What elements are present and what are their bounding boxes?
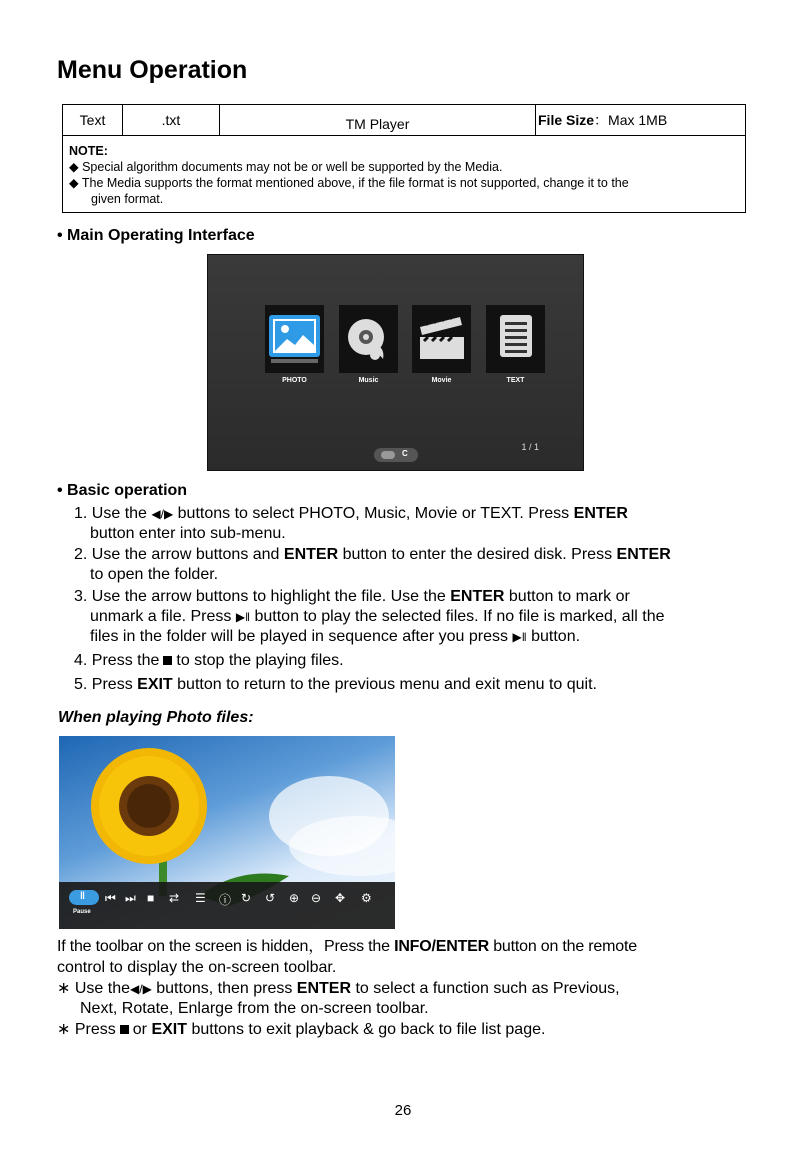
tile-label-photo: PHOTO — [282, 377, 307, 384]
repeat-icon[interactable]: ⇄ — [169, 891, 180, 905]
info-line-5: ∗ Press or EXIT buttons to exit playback & go back to file list page. — [57, 1021, 546, 1038]
note-line: given format. — [91, 192, 164, 206]
clapperboard-icon — [412, 305, 471, 373]
step-3-cont2: files in the folder will be played in sequence after you press ▶ǁ button. — [90, 628, 581, 646]
format-ext: .txt — [161, 112, 181, 128]
step-1-cont: button enter into sub-menu. — [90, 525, 286, 542]
play-pause-icon: ▶ǁ — [235, 610, 251, 624]
page-number: 26 — [394, 1102, 412, 1119]
info-line-1: If the toolbar on the screen is hidden，Press the INFO/ENTER button on the remote — [57, 938, 637, 955]
move-icon[interactable]: ✥ — [335, 891, 346, 905]
format-size: File Size：Max 1MB — [538, 112, 668, 128]
info-line-2: control to display the on-screen toolbar. — [57, 959, 337, 976]
photo-tile[interactable] — [265, 305, 324, 373]
step-2: 2. Use the arrow buttons and ENTER button to enter the desired disk. Press ENTER — [74, 546, 671, 563]
pause-label: Pause — [73, 909, 91, 915]
note-line: ◆ Special algorithm documents may not be or well be supported by the Media. — [69, 160, 503, 174]
hint-key: C — [402, 449, 408, 458]
playlist-icon[interactable]: ☰ — [195, 891, 206, 905]
music-tile[interactable] — [339, 305, 398, 373]
page-indicator: 1 / 1 — [521, 442, 539, 452]
format-type: Text — [79, 112, 106, 128]
photo-heading: When playing Photo files: — [58, 709, 254, 726]
info-line-4: Next, Rotate, Enlarge from the on-screen toolbar. — [80, 1000, 429, 1017]
settings-icon[interactable]: ⚙ — [361, 891, 372, 905]
basic-operation-heading: • Basic operation — [57, 482, 188, 499]
rotate-right-icon[interactable]: ↻ — [241, 891, 252, 905]
photo-toolbar — [59, 882, 395, 929]
main-menu-screen — [207, 254, 584, 471]
note-block — [69, 143, 745, 207]
left-right-arrows-icon: ◀/▶ — [130, 982, 152, 996]
remote-key-icon — [381, 451, 395, 459]
zoom-out-icon[interactable]: ⊖ — [311, 891, 322, 905]
play-pause-icon: ▶ǁ — [512, 630, 527, 644]
stop-icon[interactable]: ■ — [147, 891, 155, 905]
format-row — [63, 105, 745, 136]
stop-icon — [120, 1025, 129, 1034]
tile-label-text: TEXT — [506, 377, 525, 384]
tile-label-movie: Movie — [431, 377, 452, 384]
step-3-cont: unmark a file. Press ▶ǁ button to play the selected files. If no file is marked, all the — [90, 608, 665, 626]
tile-label-music: Music — [358, 377, 379, 384]
format-player: TM Player — [345, 116, 410, 132]
step-4: 4. Press the to stop the playing files. — [74, 652, 344, 669]
step-2-cont: to open the folder. — [90, 566, 219, 583]
movie-tile[interactable] — [412, 305, 471, 373]
zoom-in-icon[interactable]: ⊕ — [289, 891, 300, 905]
photo-icon — [265, 305, 324, 373]
step-5: 5. Press EXIT button to return to the previous menu and exit menu to quit. — [74, 676, 597, 693]
note-heading: NOTE: — [69, 144, 108, 158]
info-line-3: ∗ Use the◀/▶ buttons, then press ENTER to select a function such as Previous, — [57, 980, 620, 998]
step-1: 1. Use the ◀/▶ buttons to select PHOTO, Music, Movie or TEXT. Press ENTER — [74, 505, 628, 523]
format-table — [62, 104, 746, 213]
previous-icon[interactable]: ⏮ — [105, 891, 116, 905]
note-line: ◆ The Media supports the format mentioned above, if the file format is not supported, change it to the — [69, 176, 629, 190]
hint-pill — [374, 448, 418, 462]
step-3: 3. Use the arrow buttons to highlight the file. Use the ENTER button to mark or — [74, 588, 630, 605]
rotate-left-icon[interactable]: ↺ — [265, 891, 276, 905]
text-tile[interactable] — [486, 305, 545, 373]
page-title: Menu Operation — [57, 56, 248, 84]
music-disc-icon — [339, 305, 398, 373]
info-icon[interactable]: ⓘ — [219, 893, 232, 907]
left-right-arrows-icon: ◀/▶ — [151, 507, 174, 521]
pause-button[interactable]: ǁ — [69, 890, 99, 905]
main-interface-heading: • Main Operating Interface — [57, 227, 255, 244]
photo-playback-screen — [59, 736, 395, 929]
next-icon[interactable]: ⏭ — [125, 891, 136, 905]
stop-icon — [163, 656, 172, 665]
text-document-icon — [486, 305, 545, 373]
